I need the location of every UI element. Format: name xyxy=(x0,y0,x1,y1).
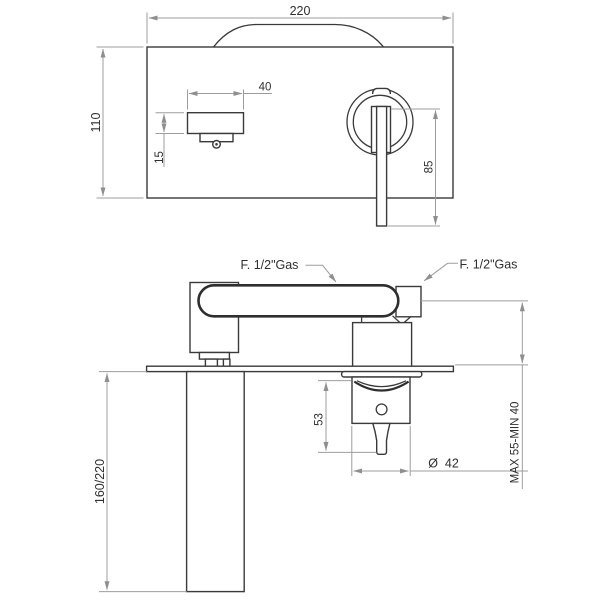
lever-rod xyxy=(377,107,387,227)
dim-plate-width-label: 220 xyxy=(289,4,311,18)
side-view xyxy=(93,258,528,592)
spout-side xyxy=(187,372,245,592)
dim-lever-drop-label: 85 xyxy=(423,160,436,174)
aerator-dot xyxy=(215,143,218,146)
dim-spout-projection-label: 160/220 xyxy=(93,458,107,505)
supply-tube xyxy=(199,285,399,316)
lever-pivot-notch xyxy=(373,88,391,94)
handle-lever-tip xyxy=(373,423,390,454)
dim-plate-width xyxy=(147,4,453,44)
cartridge-housing xyxy=(353,323,412,368)
dim-plate-height xyxy=(89,47,144,198)
dim-spout-width-label: 40 xyxy=(258,81,272,94)
inlet-left-label: F. 1/2"Gas xyxy=(240,258,299,272)
dim-spout-projection xyxy=(93,372,187,592)
inlet-label-right xyxy=(424,258,517,281)
plate-dome-outline xyxy=(214,25,384,48)
side-plate-outline xyxy=(147,366,454,371)
dim-handle-diameter-label: Ø 42 xyxy=(428,456,459,471)
dim-plate-height-label: 110 xyxy=(89,112,103,133)
front-view xyxy=(89,4,453,226)
handle-escutcheon-flange xyxy=(342,372,422,377)
dim-handle-length-label: 53 xyxy=(313,413,326,426)
spout-mounting-feet xyxy=(199,353,230,367)
inlet-label-left xyxy=(241,258,336,282)
dim-wall-depth-label: MAX 55-MIN 40 xyxy=(509,401,522,484)
dim-spout-offset-label: 15 xyxy=(154,151,166,164)
inlet-right-label: F. 1/2"Gas xyxy=(459,257,518,272)
handle-body xyxy=(352,377,410,423)
inlet-connector-block xyxy=(396,287,421,317)
